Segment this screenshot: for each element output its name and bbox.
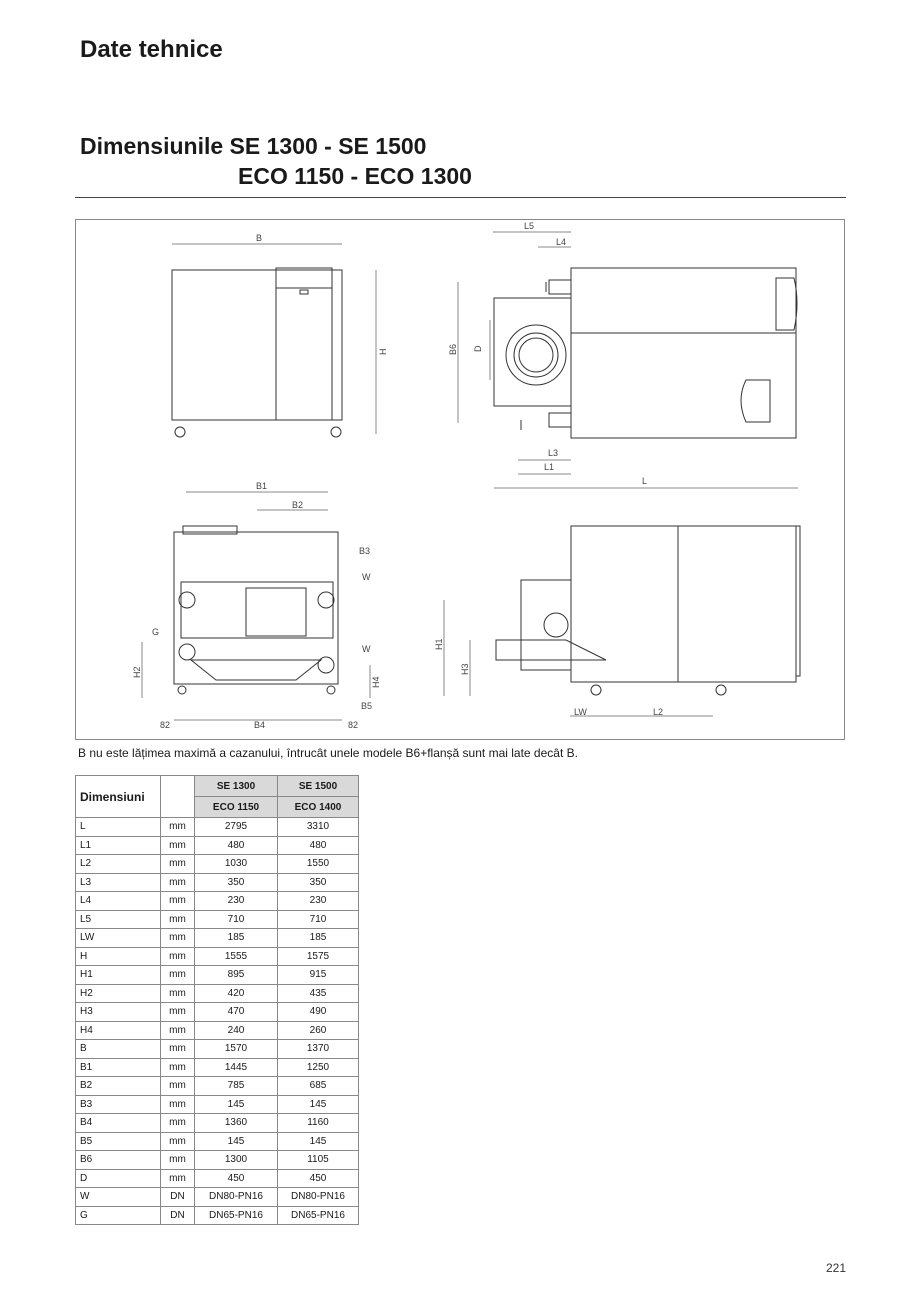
label-D: D bbox=[473, 345, 483, 352]
table-row bbox=[76, 966, 359, 985]
cell-unit: mm bbox=[161, 855, 195, 874]
header-model-2-eco: ECO 1400 bbox=[278, 797, 359, 818]
cell-value-1: 350 bbox=[195, 873, 278, 892]
table-row bbox=[76, 1003, 359, 1022]
divider bbox=[75, 197, 846, 198]
cell-value-1: 710 bbox=[195, 910, 278, 929]
cell-value-2: 480 bbox=[278, 836, 359, 855]
table-row bbox=[76, 910, 359, 929]
table-row bbox=[76, 836, 359, 855]
cell-value-2: 710 bbox=[278, 910, 359, 929]
cell-value-1: 1570 bbox=[195, 1040, 278, 1059]
cell-value-2: 1160 bbox=[278, 1114, 359, 1133]
label-B: B bbox=[256, 233, 263, 243]
cell-name: L2 bbox=[76, 855, 161, 874]
label-82-right: 82 bbox=[348, 720, 359, 730]
cell-value-2: 230 bbox=[278, 892, 359, 911]
cell-name: L1 bbox=[76, 836, 161, 855]
cell-unit: mm bbox=[161, 1114, 195, 1133]
cell-unit: mm bbox=[161, 929, 195, 948]
cell-name: L4 bbox=[76, 892, 161, 911]
cell-value-1: 450 bbox=[195, 1169, 278, 1188]
section-title-line1: Dimensiunile SE 1300 - SE 1500 bbox=[80, 133, 427, 159]
cell-name: B5 bbox=[76, 1132, 161, 1151]
cell-unit: mm bbox=[161, 1095, 195, 1114]
header-dimensiuni: Dimensiuni bbox=[76, 776, 161, 818]
cell-value-2: 1550 bbox=[278, 855, 359, 874]
header-model-2: SE 1500 bbox=[278, 776, 359, 797]
cell-name: W bbox=[76, 1188, 161, 1207]
cell-name: LW bbox=[76, 929, 161, 948]
cell-unit: mm bbox=[161, 1021, 195, 1040]
label-H4: H4 bbox=[371, 676, 381, 688]
cell-unit: DN bbox=[161, 1188, 195, 1207]
top-view bbox=[458, 232, 798, 488]
cell-value-2: DN80-PN16 bbox=[278, 1188, 359, 1207]
cell-name: B bbox=[76, 1040, 161, 1059]
label-H: H bbox=[378, 348, 388, 355]
table-row bbox=[76, 1058, 359, 1077]
label-B3: B3 bbox=[359, 546, 371, 556]
cell-unit: mm bbox=[161, 1151, 195, 1170]
cell-unit: mm bbox=[161, 873, 195, 892]
label-B6: B6 bbox=[448, 343, 458, 355]
table-row bbox=[76, 818, 359, 837]
cell-value-2: 350 bbox=[278, 873, 359, 892]
table-row bbox=[76, 892, 359, 911]
cell-value-2: 450 bbox=[278, 1169, 359, 1188]
label-L2: L2 bbox=[653, 707, 664, 717]
cell-unit: mm bbox=[161, 1077, 195, 1096]
header-unit bbox=[161, 776, 195, 818]
dimensions-table bbox=[75, 775, 359, 1225]
cell-name: D bbox=[76, 1169, 161, 1188]
label-L: L bbox=[642, 476, 648, 486]
cell-value-2: 1370 bbox=[278, 1040, 359, 1059]
label-W-top: W bbox=[362, 572, 371, 582]
label-G: G bbox=[152, 627, 160, 637]
cell-value-1: 2795 bbox=[195, 818, 278, 837]
table-row bbox=[76, 947, 359, 966]
table-row bbox=[76, 1188, 359, 1207]
cell-value-1: 480 bbox=[195, 836, 278, 855]
cell-value-2: DN65-PN16 bbox=[278, 1206, 359, 1225]
cell-value-2: 1575 bbox=[278, 947, 359, 966]
table-row bbox=[76, 1077, 359, 1096]
cell-unit: mm bbox=[161, 984, 195, 1003]
label-B4: B4 bbox=[254, 720, 266, 730]
page-number: 221 bbox=[826, 1261, 847, 1275]
table-row bbox=[76, 855, 359, 874]
cell-value-2: 435 bbox=[278, 984, 359, 1003]
label-L3: L3 bbox=[548, 448, 559, 458]
cell-value-1: 1300 bbox=[195, 1151, 278, 1170]
cell-value-1: 145 bbox=[195, 1132, 278, 1151]
table-row bbox=[76, 1151, 359, 1170]
cell-name: B3 bbox=[76, 1095, 161, 1114]
cell-unit: DN bbox=[161, 1206, 195, 1225]
table-row bbox=[76, 1095, 359, 1114]
cell-unit: mm bbox=[161, 1058, 195, 1077]
cell-value-1: 470 bbox=[195, 1003, 278, 1022]
cell-name: H4 bbox=[76, 1021, 161, 1040]
table-row bbox=[76, 1040, 359, 1059]
cell-value-1: DN80-PN16 bbox=[195, 1188, 278, 1207]
table-row bbox=[76, 873, 359, 892]
front-view bbox=[172, 244, 376, 437]
cell-unit: mm bbox=[161, 1040, 195, 1059]
cell-value-2: 185 bbox=[278, 929, 359, 948]
cell-value-2: 490 bbox=[278, 1003, 359, 1022]
cell-unit: mm bbox=[161, 910, 195, 929]
table-row bbox=[76, 929, 359, 948]
cell-value-1: 895 bbox=[195, 966, 278, 985]
table-row bbox=[76, 1021, 359, 1040]
table-row bbox=[76, 1114, 359, 1133]
label-H1: H1 bbox=[434, 638, 444, 650]
cell-unit: mm bbox=[161, 818, 195, 837]
cell-name: H1 bbox=[76, 966, 161, 985]
cell-name: B1 bbox=[76, 1058, 161, 1077]
cell-value-1: 230 bbox=[195, 892, 278, 911]
cell-name: H3 bbox=[76, 1003, 161, 1022]
cell-value-1: 185 bbox=[195, 929, 278, 948]
page-title: Date tehnice bbox=[80, 36, 223, 63]
section-title-line2: ECO 1150 - ECO 1300 bbox=[238, 163, 472, 189]
label-H2: H2 bbox=[132, 666, 142, 678]
table-row bbox=[76, 1169, 359, 1188]
cell-unit: mm bbox=[161, 836, 195, 855]
cell-value-2: 1250 bbox=[278, 1058, 359, 1077]
label-B2: B2 bbox=[292, 500, 304, 510]
cell-value-1: 1445 bbox=[195, 1058, 278, 1077]
table-row bbox=[76, 984, 359, 1003]
cell-value-2: 685 bbox=[278, 1077, 359, 1096]
cell-value-1: 145 bbox=[195, 1095, 278, 1114]
cell-value-1: DN65-PN16 bbox=[195, 1206, 278, 1225]
footnote: B nu este lățimea maximă a cazanului, întrucât unele modele B6+flanșă sunt mai late decât B. bbox=[78, 746, 578, 760]
dimension-drawing bbox=[75, 219, 845, 740]
label-L5: L5 bbox=[524, 221, 535, 231]
label-L4: L4 bbox=[556, 237, 567, 247]
cell-name: L bbox=[76, 818, 161, 837]
table-row bbox=[76, 1132, 359, 1151]
cell-name: L5 bbox=[76, 910, 161, 929]
cell-value-2: 260 bbox=[278, 1021, 359, 1040]
cell-unit: mm bbox=[161, 892, 195, 911]
cell-value-1: 1555 bbox=[195, 947, 278, 966]
header-model-1: SE 1300 bbox=[195, 776, 278, 797]
table-row bbox=[76, 1206, 359, 1225]
cell-unit: mm bbox=[161, 966, 195, 985]
cell-name: G bbox=[76, 1206, 161, 1225]
cell-value-2: 3310 bbox=[278, 818, 359, 837]
cell-value-1: 420 bbox=[195, 984, 278, 1003]
cell-name: H bbox=[76, 947, 161, 966]
cell-name: B2 bbox=[76, 1077, 161, 1096]
cell-value-1: 785 bbox=[195, 1077, 278, 1096]
side-view bbox=[444, 526, 800, 716]
label-L1: L1 bbox=[544, 462, 555, 472]
cell-name: L3 bbox=[76, 873, 161, 892]
cell-unit: mm bbox=[161, 1003, 195, 1022]
cell-name: B4 bbox=[76, 1114, 161, 1133]
cell-value-2: 1105 bbox=[278, 1151, 359, 1170]
cell-unit: mm bbox=[161, 947, 195, 966]
cell-value-2: 145 bbox=[278, 1095, 359, 1114]
label-B5: B5 bbox=[361, 701, 373, 711]
cell-name: H2 bbox=[76, 984, 161, 1003]
label-B1: B1 bbox=[256, 481, 268, 491]
cell-value-1: 1360 bbox=[195, 1114, 278, 1133]
cell-unit: mm bbox=[161, 1132, 195, 1151]
cell-unit: mm bbox=[161, 1169, 195, 1188]
cell-value-1: 240 bbox=[195, 1021, 278, 1040]
label-LW: LW bbox=[574, 707, 587, 717]
cell-value-2: 145 bbox=[278, 1132, 359, 1151]
cell-value-1: 1030 bbox=[195, 855, 278, 874]
label-H3: H3 bbox=[460, 663, 470, 675]
header-model-1-eco: ECO 1150 bbox=[195, 797, 278, 818]
label-W-bottom: W bbox=[362, 644, 371, 654]
cell-value-2: 915 bbox=[278, 966, 359, 985]
cell-name: B6 bbox=[76, 1151, 161, 1170]
rear-view bbox=[142, 492, 373, 720]
label-82-left: 82 bbox=[160, 720, 171, 730]
